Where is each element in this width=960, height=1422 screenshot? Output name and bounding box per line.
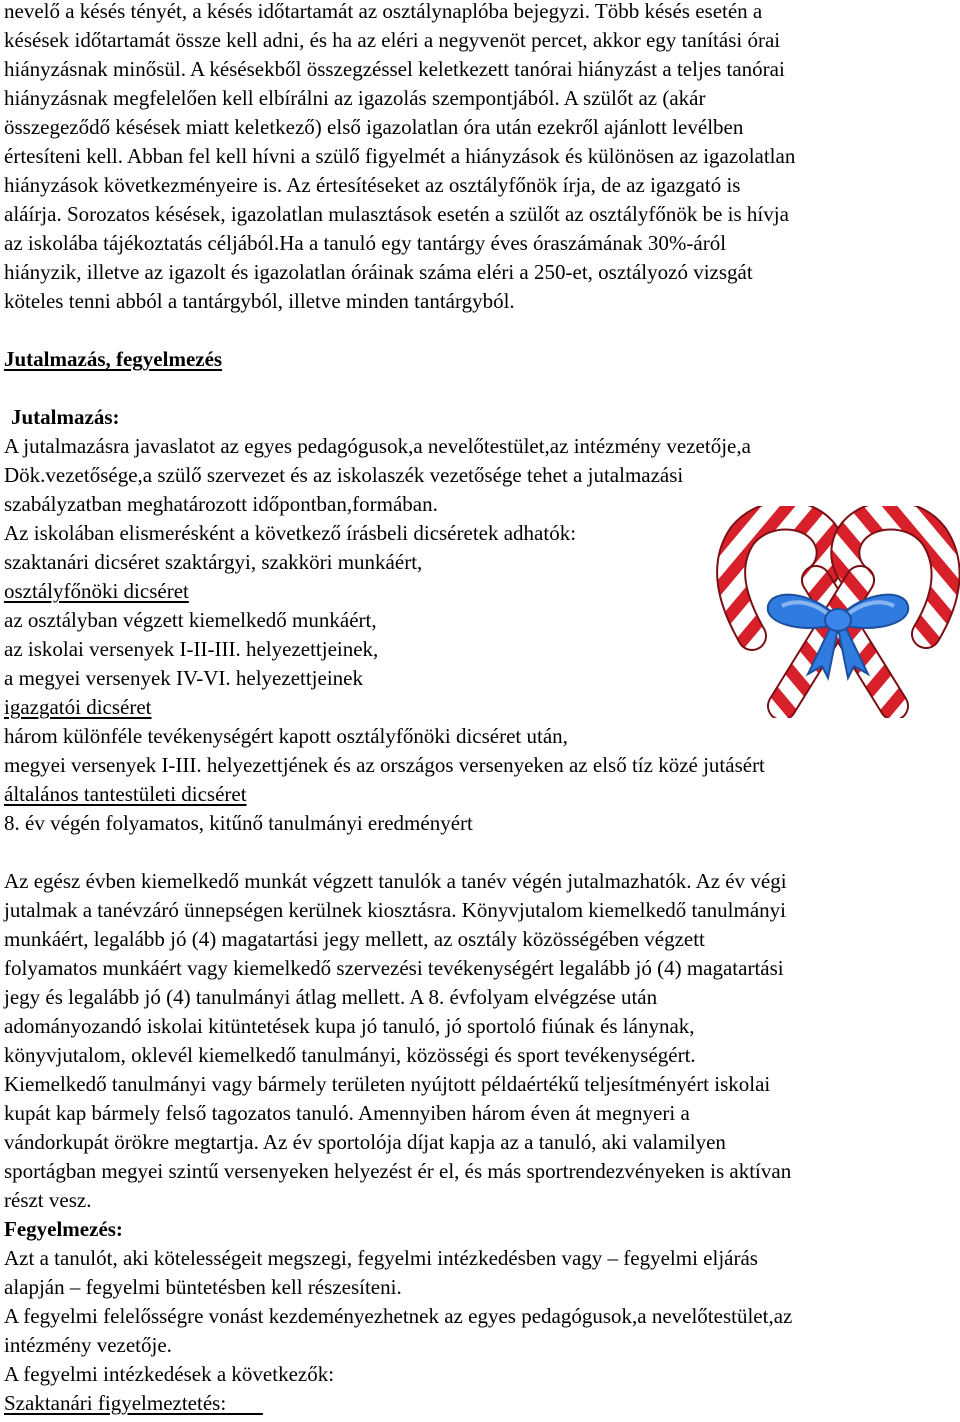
list-item: 8. év végén folyamatos, kitűnő tanulmányi eredményért <box>4 811 473 835</box>
text-line: A jutalmazásra javaslatot az egyes pedagógusok,a nevelőtestület,az intézmény vezetője,a <box>4 434 751 458</box>
class-teacher-praise-label: osztályfőnöki dicséret <box>4 579 189 603</box>
text-line: jegy és legalább jó (4) tanulmányi átlag mellett. A 8. évfolyam elvégzése után <box>4 985 658 1009</box>
section-heading: Jutalmazás, fegyelmezés <box>4 347 223 371</box>
text-line: az iskolába tájékoztatás céljából.Ha a tanuló egy tantárgy éves óraszámának 30%-áról <box>4 231 727 255</box>
text-line: munkáért, legalább jó (4) magatartási jegy mellett, az osztály közösségében végzett <box>4 927 705 951</box>
text-line: részt vesz. <box>4 1188 92 1212</box>
text-line: aláírja. Sorozatos késések, igazolatlan mulasztások esetén a szülőt az osztályfőnök be is hívja <box>4 202 789 226</box>
text-line: szabályzatban meghatározott időpontban,formában. <box>4 492 438 516</box>
list-item: megyei versenyek I-III. helyezettjének és az országos versenyeken az első tíz közé jutásért <box>4 753 765 777</box>
list-item: az iskolai versenyek I-II-III. helyezettjeinek, <box>4 637 379 661</box>
text-line: értesíteni kell. Abban fel kell hívni a szülő figyelmét a hiányzások és különösen az igazolatlan <box>4 144 796 168</box>
discipline-heading: Fegyelmezés: <box>4 1217 123 1241</box>
text-line: hiányzások következményeire is. Az értesítéseket az osztályfőnök írja, de az igazgató is <box>4 173 741 197</box>
text-line: kupát kap bármely felső tagozatos tanuló. Amennyiben három éven át megnyeri a <box>4 1101 690 1125</box>
staff-praise-label: általános tantestületi dicséret <box>4 782 247 806</box>
text-line: sportágban megyei szintű versenyeken helyezést ér el, és más sportrendezvényeken is aktívan <box>4 1159 792 1183</box>
text-line: szaktanári dicséret szaktárgyi, szakköri munkáért, <box>4 550 423 574</box>
text-line: A fegyelmi felelősségre vonást kezdeményezhetnek az egyes pedagógusok,a nevelőtestület,az <box>4 1304 793 1328</box>
reward-heading: Jutalmazás: <box>11 405 120 429</box>
text-line: A fegyelmi intézkedések a következők: <box>4 1362 335 1386</box>
text-line: könyvjutalom, oklevél kiemelkedő tanulmányi, közösségi és sport tevékenységért. <box>4 1043 696 1067</box>
text-line: Az egész évben kiemelkedő munkát végzett tanulók a tanév végén jutalmazhatók. Az év végi <box>4 869 787 893</box>
text-line: Dök.vezetősége,a szülő szervezet és az iskolaszék vezetősége tehet a jutalmazási <box>4 463 684 487</box>
text-line: összegeződő késések miatt keletkező) első igazolatlan óra után ezekről ajánlott levélben <box>4 115 744 139</box>
list-item: három különféle tevékenységért kapott osztályfőnöki dicséret után, <box>4 724 568 748</box>
list-item: a megyei versenyek IV-VI. helyezettjeinek <box>4 666 363 690</box>
text-line: hiányzásnak megfelelően kell elbírálni az igazolás szempontjából. A szülőt az (akár <box>4 86 706 110</box>
text-line: hiányzik, illetve az igazolt és igazolatlan óráinak száma eléri a 250-et, osztályozó vizsgát <box>4 260 753 284</box>
text-line: nevelő a késés tényét, a késés időtartamát az osztálynaplóba bejegyzi. Több késés esetén a <box>4 0 763 23</box>
text-line: alapján – fegyelmi büntetésben kell részesíteni. <box>4 1275 402 1299</box>
candy-canes-illustration <box>712 506 960 718</box>
text-line: vándorkupát örökre megtartja. Az év sportolója díjat kapja az a tanuló, aki valamilyen <box>4 1130 726 1154</box>
text-line: késések időtartamát össze kell adni, és ha az eléri a negyvenöt percet, akkor egy tanítási órai <box>4 28 781 52</box>
text-line: Kiemelkedő tanulmányi vagy bármely területen nyújtott példaértékű teljesítményért iskolai <box>4 1072 771 1096</box>
text-line: Azt a tanulót, aki kötelességeit megszegi, fegyelmi intézkedésben vagy – fegyelmi eljárás <box>4 1246 758 1270</box>
text-line: hiányzásnak minősül. A késésekből összegzéssel keletkezett tanórai hiányzást a teljes tanórai <box>4 57 785 81</box>
text-line: adományozandó iskolai kitüntetések kupa jó tanuló, jó sportoló fiúnak és lánynak, <box>4 1014 695 1038</box>
subject-teacher-warning-label: Szaktanári figyelmeztetés: <box>4 1391 227 1415</box>
text-line: köteles tenni abból a tantárgyból, illetve minden tantárgyból. <box>4 289 515 313</box>
text-line: jutalmak a tanévzáró ünnepségen kerülnek kiosztásra. Könyvjutalom kiemelkedő tanulmányi <box>4 898 787 922</box>
text-line: intézmény vezetője. <box>4 1333 172 1357</box>
text-line: folyamatos munkáért vagy kiemelkedő szervezési tevékenységért legalább jó (4) magatartási <box>4 956 784 980</box>
principal-praise-label: igazgatói dicséret <box>4 695 152 719</box>
list-item: az osztályban végzett kiemelkedő munkáért, <box>4 608 377 632</box>
text-line: Az iskolában elismerésként a következő írásbeli dicséretek adhatók: <box>4 521 577 545</box>
